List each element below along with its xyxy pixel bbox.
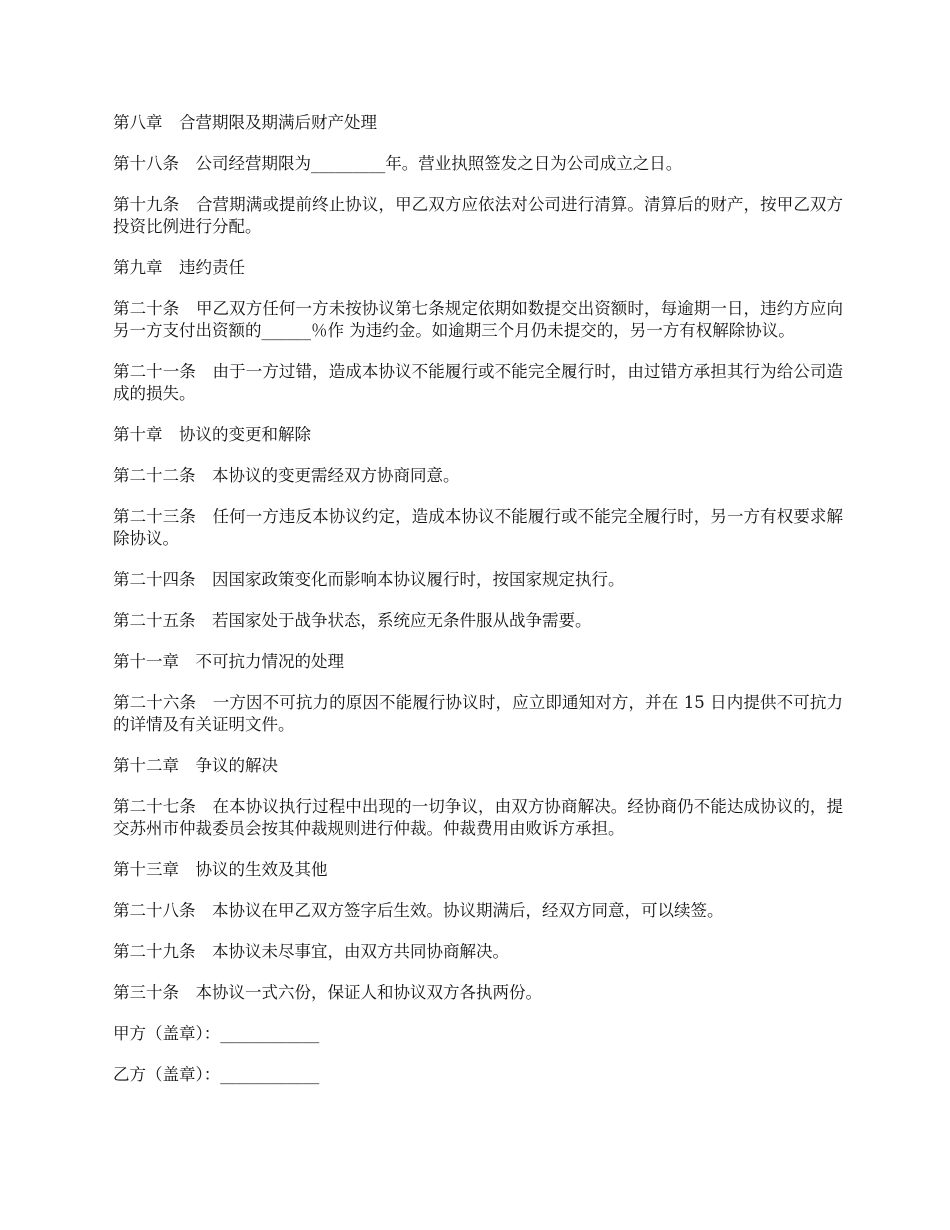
party-a-seal-line: 甲方（盖章）：____________ <box>113 1024 320 1043</box>
article-23: 第二十三条 任何一方违反本协议约定，造成本协议不能履行或不能完全履行时，另一方有权要求解除协议。 <box>113 507 843 548</box>
article-22: 第二十二条 本协议的变更需经双方协商同意。 <box>113 466 460 485</box>
article-19: 第十九条 合营期满或提前终止协议，甲乙双方应依法对公司进行清算。清算后的财产，按甲乙双方投资比例进行分配。 <box>113 195 843 236</box>
article-20: 第二十条 甲乙双方任何一方未按协议第七条规定依期如数提交出资额时，每逾期一日，违约方应向另一方支付出资额的______％作 为违约金。如逾期三个月仍未提交的，另一方有权解除协议。 <box>113 299 843 340</box>
document-page <box>113 112 843 1105</box>
chapter-9-heading: 第九章 违约责任 <box>113 258 245 277</box>
chapter-12-heading: 第十二章 争议的解决 <box>113 756 278 775</box>
article-24: 第二十四条 因国家政策变化而影响本协议履行时，按国家规定执行。 <box>113 570 625 589</box>
chapter-13-heading: 第十三章 协议的生效及其他 <box>113 860 328 879</box>
article-18: 第十八条 公司经营期限为_________年。营业执照签发之日为公司成立之日。 <box>113 154 683 173</box>
chapter-8-heading: 第八章 合营期限及期满后财产处理 <box>113 113 377 132</box>
article-28: 第二十八条 本协议在甲乙双方签字后生效。协议期满后，经双方同意，可以续签。 <box>113 901 724 920</box>
article-25: 第二十五条 若国家处于战争状态，系统应无条件服从战争需要。 <box>113 611 592 630</box>
article-27: 第二十七条 在本协议执行过程中出现的一切争议，由双方协商解决。经协商仍不能达成协议的，提交苏州市仲裁委员会按其仲裁规则进行仲裁。仲裁费用由败诉方承担。 <box>113 797 843 838</box>
article-26: 第二十六条 一方因不可抗力的原因不能履行协议时，应立即通知对方，并在 15 日内提供不可抗力的详情及有关证明文件。 <box>113 693 843 734</box>
chapter-11-heading: 第十一章 不可抗力情况的处理 <box>113 652 344 671</box>
chapter-10-heading: 第十章 协议的变更和解除 <box>113 425 311 444</box>
party-b-seal-line: 乙方（盖章）：____________ <box>113 1065 320 1084</box>
article-30: 第三十条 本协议一式六份，保证人和协议双方各执两份。 <box>113 983 542 1002</box>
article-29: 第二十九条 本协议未尽事宜，由双方共同协商解决。 <box>113 942 509 961</box>
article-21: 第二十一条 由于一方过错，造成本协议不能履行或不能完全履行时，由过错方承担其行为给公司造成的损失。 <box>113 362 843 403</box>
